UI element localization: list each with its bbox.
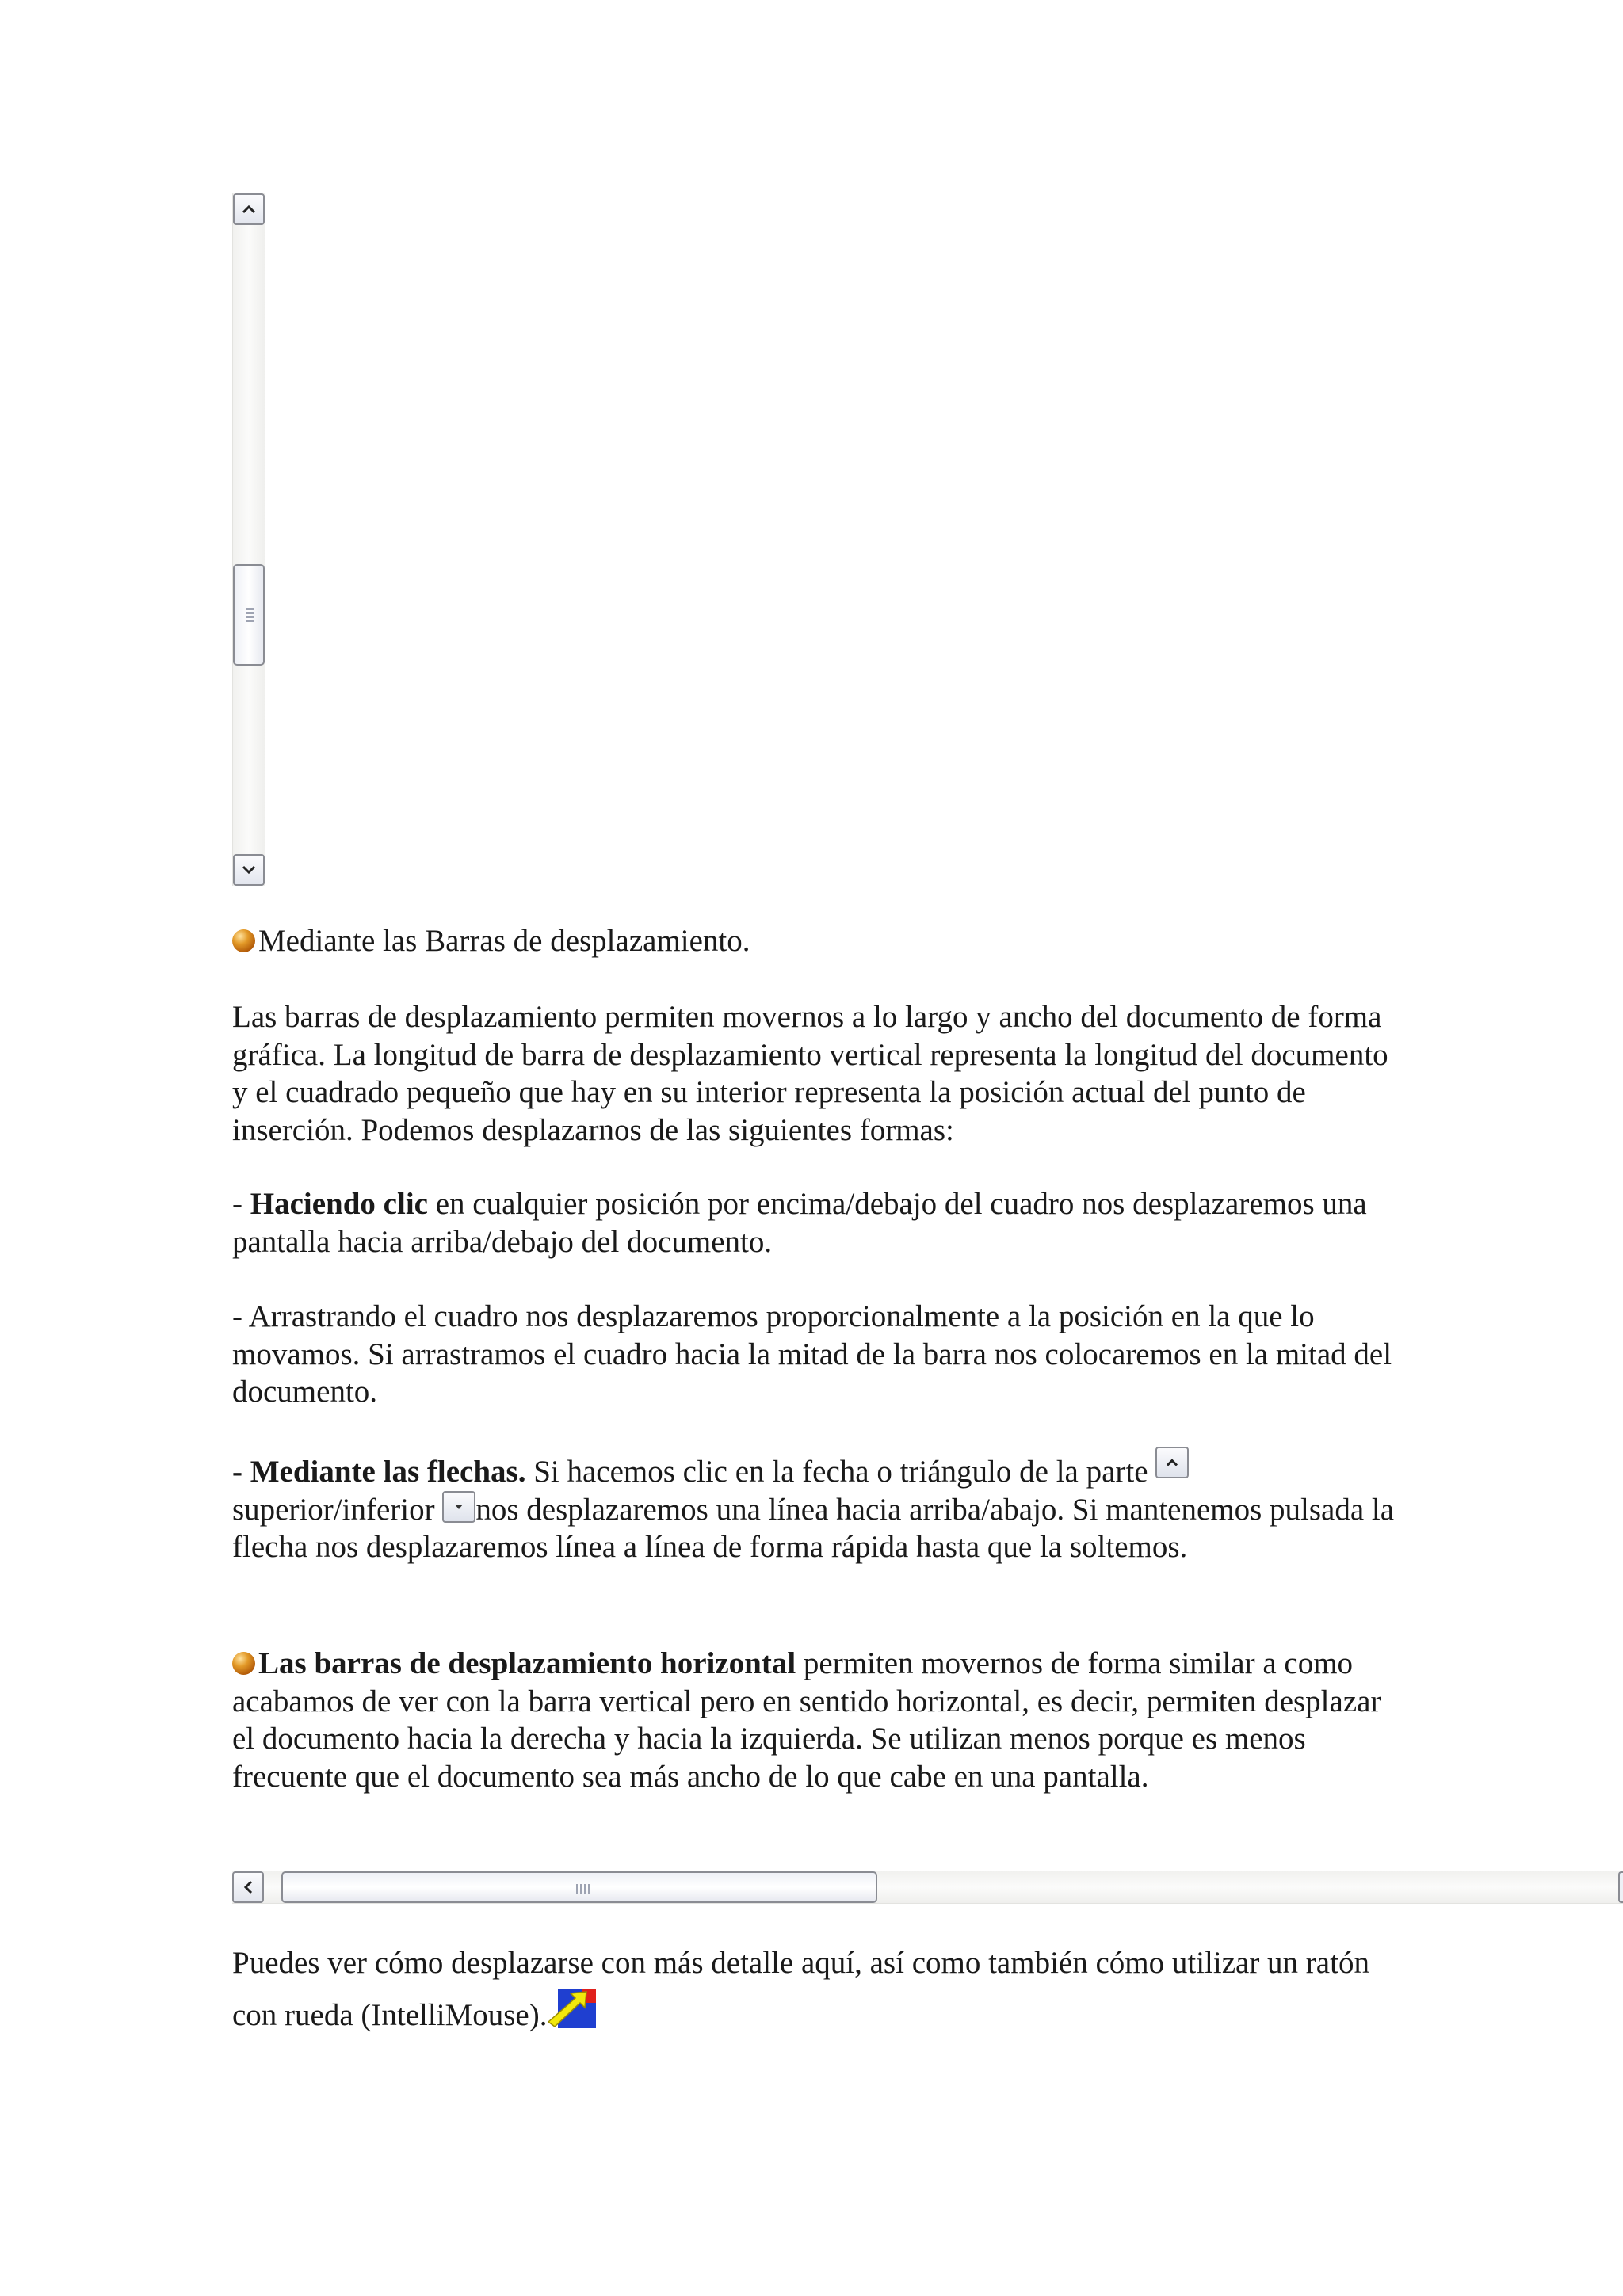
inline-scroll-down-button (442, 1491, 475, 1523)
paragraph-text: permiten movernos de forma similar a como acabamos de ver con la barra vertical pero en sentido horizontal, es decir, permiten desplazar el documento hacia la derecha y hacia la izquierda. Se utilizan menos porque es menos frecuente que el documento sea más ancho de lo que cabe en una pantalla. (232, 1646, 1381, 1794)
chevron-down-icon (242, 865, 256, 875)
chevron-up-icon (242, 204, 256, 214)
horizontal-scroll-thumb[interactable] (281, 1871, 877, 1903)
footer-text: Puedes ver cómo desplazarse con más detalle aquí, así como también cómo utilizar un ratón con rueda (IntelliMouse). (232, 1946, 1369, 2032)
chevron-up-icon (1166, 1459, 1178, 1467)
scroll-left-button[interactable] (232, 1871, 264, 1903)
click-paragraph (232, 1185, 1405, 1261)
footer-paragraph (232, 1939, 1405, 2039)
inline-scroll-up-button (1155, 1447, 1189, 1478)
orange-sphere-bullet-icon (232, 1652, 255, 1675)
horizontal-section-paragraph (232, 1645, 1405, 1795)
more-info-arrow-icon[interactable] (547, 1987, 598, 2030)
bold-term: - Mediante las flechas. (232, 1455, 526, 1489)
vertical-scroll-thumb[interactable] (233, 564, 265, 666)
chevron-left-icon (243, 1880, 253, 1894)
grip-lines-icon (576, 1884, 590, 1894)
bold-term: Las barras de desplazamiento horizontal (258, 1646, 796, 1680)
paragraph-text: superior/inferior (232, 1492, 443, 1527)
dash-prefix: - (232, 1187, 250, 1221)
paragraph-text: nos desplazaremos una línea hacia arriba/abajo. Si mantenemos pulsada la flecha nos desplazaremos línea a línea de forma rápida hasta que la soltemos. (232, 1492, 1395, 1564)
bold-term: Haciendo clic (250, 1187, 428, 1221)
grip-lines-icon (246, 608, 254, 624)
caret-down-icon (454, 1504, 464, 1510)
section-heading-text: Mediante las Barras de desplazamiento. (258, 924, 750, 958)
horizontal-scrollbar[interactable] (232, 1871, 1623, 1904)
drag-paragraph: - Arrastrando el cuadro nos desplazaremos proporcionalmente a la posición en la que lo movamos. Si arrastramos el cuadro hacia la mitad de la barra nos colocaremos en la mitad del documento. (232, 1299, 1392, 1409)
section-heading-scrollbars (232, 922, 1405, 960)
scroll-down-button[interactable] (233, 854, 265, 886)
arrows-paragraph (232, 1447, 1405, 1566)
orange-sphere-bullet-icon (232, 929, 255, 952)
paragraph-text: en cualquier posición por encima/debajo del cuadro nos desplazaremos una pantalla hacia arriba/debajo del documento. (232, 1187, 1367, 1259)
paragraph-text: Si hacemos clic en la fecha o triángulo de la parte (525, 1455, 1156, 1489)
scroll-right-button-edge[interactable] (1618, 1871, 1623, 1903)
scroll-up-button[interactable] (233, 193, 265, 225)
intro-paragraph: Las barras de desplazamiento permiten movernos a lo largo y ancho del documento de forma gráfica. La longitud de barra de desplazamiento vertical representa la longitud del documento y el cuadrado pequeño que hay en su interior representa la posición actual del punto de inserción. Podemos desplazarnos de las siguientes formas: (232, 1000, 1388, 1147)
vertical-scrollbar[interactable] (232, 193, 265, 886)
